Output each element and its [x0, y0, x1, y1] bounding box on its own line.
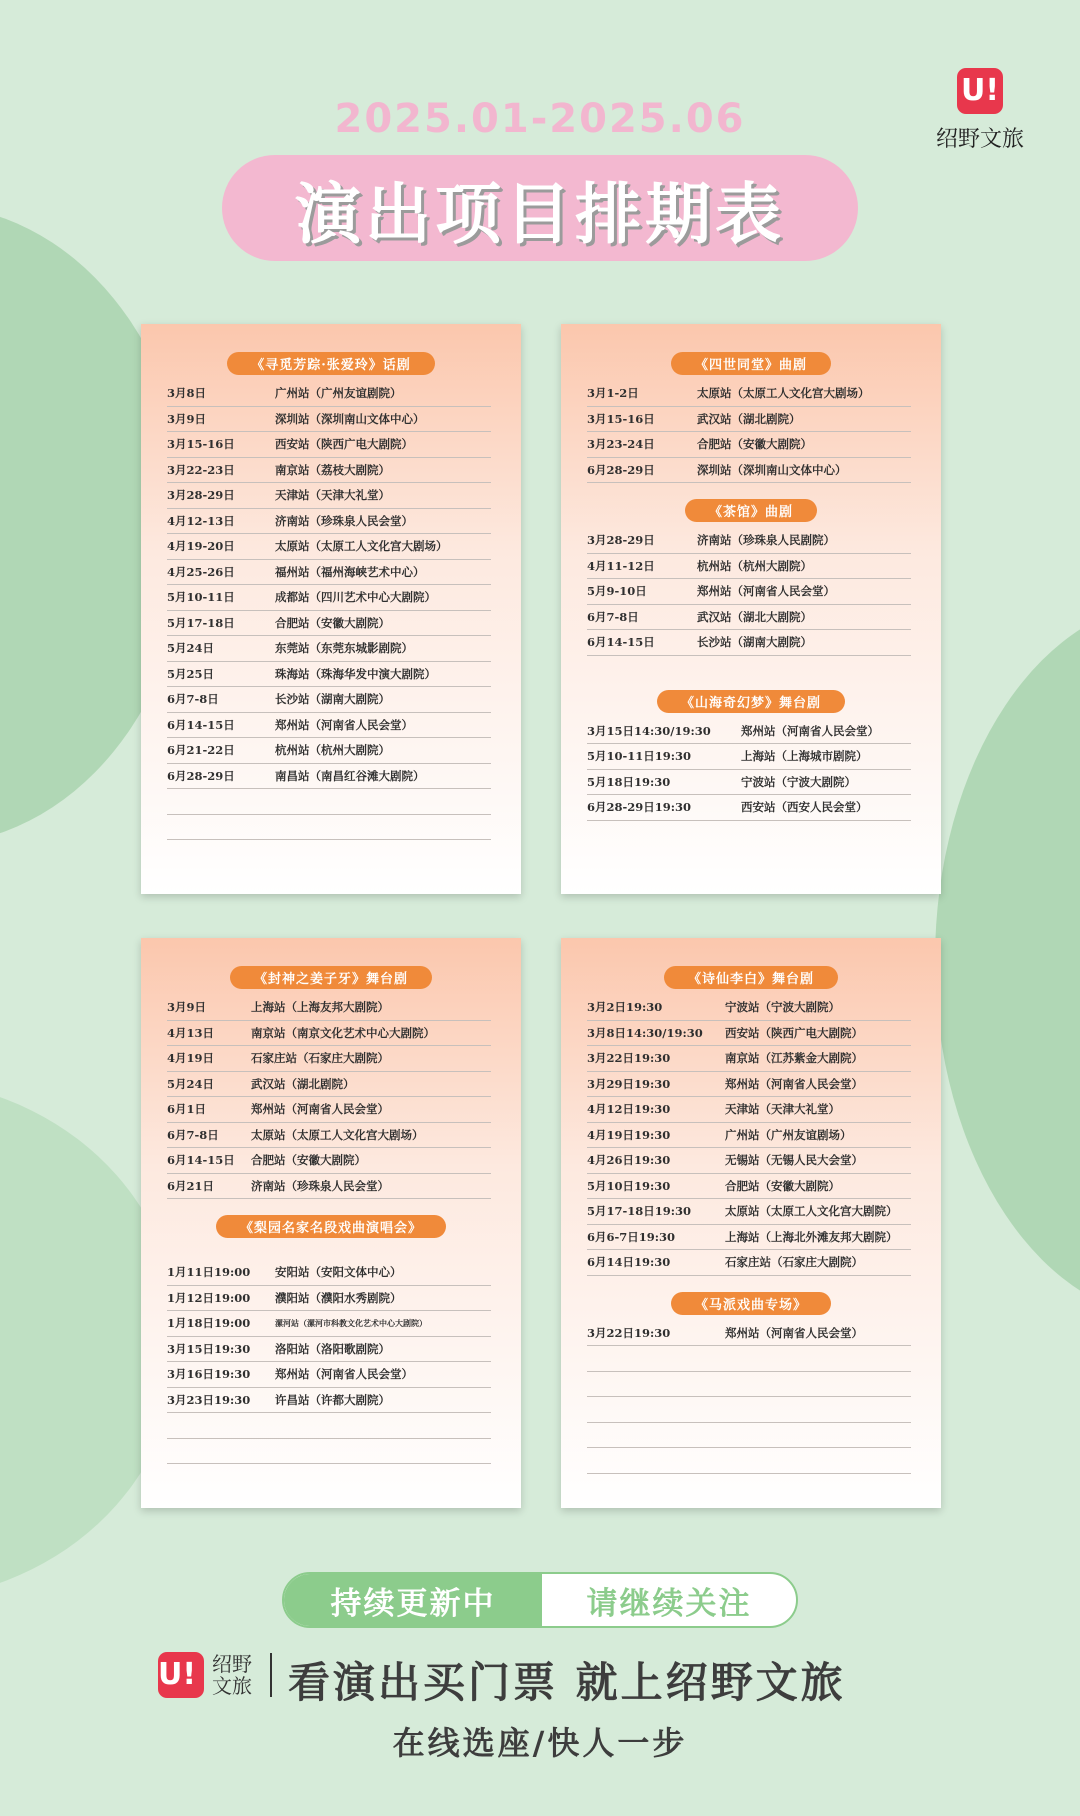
date: 5月10-11日19:30	[587, 749, 692, 764]
schedule-row	[167, 1286, 491, 1312]
spacer	[561, 656, 941, 690]
date: 6月28-29日	[587, 462, 655, 477]
venue: 上海站（上海北外滩友邦大剧院）	[725, 1229, 898, 1244]
brand-name: 绍野文旅	[935, 127, 1024, 152]
update-notice	[282, 1572, 798, 1628]
empty-line	[587, 1346, 911, 1372]
venue: 郑州站（河南省人民会堂）	[251, 1102, 389, 1117]
venue: 洛阳站（洛阳歌剧院）	[275, 1341, 390, 1356]
date: 6月28-29日19:30	[587, 800, 692, 815]
schedule-row	[587, 554, 911, 580]
date-range: 2025.01-2025.06	[334, 96, 746, 142]
schedule-row	[167, 1097, 491, 1123]
date: 6月14-15日	[167, 1153, 235, 1168]
venue: 成都站（四川艺术中心大剧院）	[275, 590, 436, 605]
venue: 漯河站（漯河市科教文化艺术中心大剧院）	[275, 1317, 427, 1328]
date: 3月9日	[167, 1000, 207, 1015]
date: 3月28-29日	[587, 533, 655, 548]
divider	[270, 1653, 272, 1697]
brand-logo-icon: U!	[158, 1652, 204, 1698]
empty-line	[167, 815, 491, 841]
venue: 合肥站（安徽大剧院）	[275, 615, 390, 630]
background-blob	[935, 600, 1080, 1320]
date: 4月12日19:30	[587, 1102, 671, 1117]
date: 6月6-7日19:30	[587, 1229, 676, 1244]
show-section	[561, 352, 941, 483]
venue: 南京站（南京文化艺术中心大剧院）	[251, 1025, 435, 1040]
venue: 深圳站（深圳南山文体中心）	[275, 411, 425, 426]
date: 6月14-15日	[167, 717, 235, 732]
schedule-row	[167, 1174, 491, 1200]
empty-line	[587, 1397, 911, 1423]
show-section	[141, 966, 521, 1199]
date: 5月24日	[167, 641, 215, 656]
venue: 石家庄站（石家庄大剧院）	[725, 1255, 863, 1270]
schedule-row	[587, 1199, 911, 1225]
schedule-row	[587, 432, 911, 458]
follow-prompt: 请继续关注	[586, 1585, 752, 1622]
schedule-row	[167, 1046, 491, 1072]
date: 3月23日19:30	[167, 1392, 251, 1407]
schedule-row	[587, 795, 911, 821]
date: 1月18日19:00	[167, 1316, 251, 1331]
date: 6月21日	[167, 1178, 215, 1193]
date: 5月18日19:30	[587, 774, 671, 789]
date: 5月17-18日19:30	[587, 1204, 692, 1219]
venue: 郑州站（河南省人民会堂）	[275, 717, 413, 732]
date: 6月7-8日	[587, 609, 639, 624]
page-title: 演出项目排期表	[295, 175, 785, 253]
schedule-row	[167, 764, 491, 790]
date: 3月2日19:30	[587, 1000, 663, 1015]
venue: 郑州站（河南省人民会堂）	[725, 1325, 863, 1340]
date: 3月16日19:30	[167, 1367, 251, 1382]
schedule-row	[587, 605, 911, 631]
spacer	[141, 1244, 521, 1260]
date: 3月22日19:30	[587, 1051, 671, 1066]
venue: 济南站（珍珠泉人民会堂）	[275, 513, 413, 528]
brand-name: 绍野文旅	[212, 1652, 252, 1698]
schedule-row	[167, 636, 491, 662]
show-title: 《四世同堂》曲剧	[671, 352, 831, 375]
venue: 安阳站（安阳文体中心）	[275, 1265, 402, 1280]
venue: 上海站（上海友邦大剧院）	[251, 1000, 389, 1015]
schedule-row	[587, 1123, 911, 1149]
date: 3月28-29日	[167, 488, 235, 503]
date: 3月9日	[167, 411, 207, 426]
schedule-row	[167, 483, 491, 509]
venue: 济南站（珍珠泉人民剧院）	[697, 533, 835, 548]
venue: 西安站（西安人民会堂）	[741, 800, 868, 815]
show-section	[561, 499, 941, 656]
show-section	[141, 352, 521, 840]
schedule-row	[167, 738, 491, 764]
date: 1月11日19:00	[167, 1265, 251, 1280]
venue: 济南站（珍珠泉人民会堂）	[251, 1178, 389, 1193]
show-section	[141, 1215, 521, 1464]
schedule-row	[167, 1388, 491, 1414]
schedule-row	[587, 1097, 911, 1123]
schedule-row	[587, 1046, 911, 1072]
schedule-row	[167, 662, 491, 688]
venue: 珠海站（珠海华发中演大剧院）	[275, 666, 436, 681]
schedule-row	[587, 630, 911, 656]
date: 3月15日14:30/19:30	[587, 723, 711, 738]
empty-line	[587, 1372, 911, 1398]
schedule-row	[167, 1260, 491, 1286]
date: 4月25-26日	[167, 564, 235, 579]
show-section	[561, 966, 941, 1276]
schedule-row	[167, 407, 491, 433]
venue: 许昌站（许都大剧院）	[275, 1392, 390, 1407]
schedule-row	[167, 687, 491, 713]
venue: 太原站（太原工人文化宫大剧场）	[275, 539, 448, 554]
schedule-row	[167, 458, 491, 484]
schedule-row	[167, 995, 491, 1021]
venue: 石家庄站（石家庄大剧院）	[251, 1051, 389, 1066]
date: 6月28-29日	[167, 768, 235, 783]
show-title: 《封神之姜子牙》舞台剧	[230, 966, 432, 989]
schedule-row	[587, 381, 911, 407]
venue: 长沙站（湖南大剧院）	[697, 635, 812, 650]
date: 3月1-2日	[587, 386, 639, 401]
empty-line	[167, 1439, 491, 1465]
venue: 太原站（太原工人文化宫大剧场）	[697, 386, 870, 401]
venue: 合肥站（安徽大剧院）	[251, 1153, 366, 1168]
venue: 濮阳站（濮阳水秀剧院）	[275, 1290, 402, 1305]
venue: 太原站（太原工人文化宫大剧院）	[725, 1204, 898, 1219]
schedule-row	[587, 1021, 911, 1047]
schedule-row	[167, 1311, 491, 1337]
date: 4月19日	[167, 1051, 215, 1066]
venue: 郑州站（河南省人民会堂）	[275, 1367, 413, 1382]
venue: 南昌站（南昌红谷滩大剧院）	[275, 768, 425, 783]
schedule-row	[587, 744, 911, 770]
venue: 上海站（上海城市剧院）	[741, 749, 868, 764]
date: 3月22-23日	[167, 462, 235, 477]
date: 3月15-16日	[587, 411, 655, 426]
date: 4月11-12日	[587, 558, 655, 573]
venue: 太原站（太原工人文化宫大剧场）	[251, 1127, 424, 1142]
venue: 福州站（福州海峡艺术中心）	[275, 564, 425, 579]
date: 3月8日	[167, 386, 207, 401]
date: 6月7-8日	[167, 692, 219, 707]
venue: 武汉站（湖北剧院）	[251, 1076, 355, 1091]
show-section	[561, 1292, 941, 1474]
venue: 合肥站（安徽大剧院）	[725, 1178, 840, 1193]
schedule-row	[587, 770, 911, 796]
venue: 南京站（江苏紫金大剧院）	[725, 1051, 863, 1066]
venue: 天津站（天津大礼堂）	[725, 1102, 840, 1117]
date: 4月13日	[167, 1025, 215, 1040]
empty-line	[167, 1413, 491, 1439]
schedule-row	[167, 1021, 491, 1047]
schedule-card-2	[561, 324, 941, 894]
slogan: 看演出买门票 就上绍野文旅	[288, 1658, 846, 1707]
venue: 宁波站（宁波大剧院）	[725, 1000, 840, 1015]
schedule-row	[167, 1148, 491, 1174]
date: 3月22日19:30	[587, 1325, 671, 1340]
schedule-card-3	[141, 938, 521, 1508]
date: 5月17-18日	[167, 615, 235, 630]
empty-line	[587, 1448, 911, 1474]
schedule-row	[167, 381, 491, 407]
schedule-row	[587, 579, 911, 605]
venue: 广州站（广州友谊剧院）	[275, 386, 402, 401]
schedule-row	[167, 585, 491, 611]
schedule-row	[167, 1123, 491, 1149]
date: 3月8日14:30/19:30	[587, 1025, 703, 1040]
schedule-row	[587, 1225, 911, 1251]
date: 4月26日19:30	[587, 1153, 671, 1168]
venue: 武汉站（湖北大剧院）	[697, 609, 812, 624]
date: 4月12-13日	[167, 513, 235, 528]
date: 6月1日	[167, 1102, 207, 1117]
venue: 南京站（荔枝大剧院）	[275, 462, 390, 477]
empty-line	[587, 1423, 911, 1449]
venue: 武汉站（湖北剧院）	[697, 411, 801, 426]
venue: 西安站（陕西广电大剧院）	[725, 1025, 863, 1040]
show-title: 《茶馆》曲剧	[685, 499, 817, 522]
schedule-row	[587, 1321, 911, 1347]
venue: 宁波站（宁波大剧院）	[741, 774, 856, 789]
date: 3月29日19:30	[587, 1076, 671, 1091]
venue: 郑州站（河南省人民会堂）	[741, 723, 879, 738]
schedule-row	[167, 534, 491, 560]
show-title: 《诗仙李白》舞台剧	[664, 966, 838, 989]
schedule-row	[167, 1337, 491, 1363]
spacer	[141, 1199, 521, 1215]
venue: 郑州站（河南省人民会堂）	[725, 1076, 863, 1091]
date: 3月23-24日	[587, 437, 655, 452]
schedule-row	[587, 1174, 911, 1200]
schedule-row	[587, 1148, 911, 1174]
date: 1月12日19:00	[167, 1290, 251, 1305]
schedule-row	[167, 1072, 491, 1098]
update-status: 持续更新中	[284, 1574, 542, 1626]
venue: 东莞站（东莞东城影剧院）	[275, 641, 413, 656]
schedule-row	[167, 509, 491, 535]
date: 6月7-8日	[167, 1127, 219, 1142]
date: 6月21-22日	[167, 743, 235, 758]
empty-line	[167, 789, 491, 815]
schedule-card-1	[141, 324, 521, 894]
date: 6月14-15日	[587, 635, 655, 650]
spacer	[561, 1276, 941, 1292]
schedule-row	[587, 458, 911, 484]
venue: 郑州站（河南省人民会堂）	[697, 584, 835, 599]
show-section	[561, 690, 941, 821]
date: 4月19日19:30	[587, 1127, 671, 1142]
schedule-row	[587, 1250, 911, 1276]
date: 5月24日	[167, 1076, 215, 1091]
schedule-row	[587, 995, 911, 1021]
date: 5月10-11日	[167, 590, 235, 605]
schedule-row	[587, 407, 911, 433]
date: 5月9-10日	[587, 584, 647, 599]
brand-logo-icon: U!	[957, 68, 1003, 114]
title-banner	[222, 155, 858, 261]
date: 6月14日19:30	[587, 1255, 671, 1270]
venue: 杭州站（杭州大剧院）	[275, 743, 390, 758]
date: 5月25日	[167, 666, 215, 681]
schedule-row	[167, 560, 491, 586]
sub-slogan: 在线选座/快人一步	[392, 1724, 688, 1762]
schedule-card-4	[561, 938, 941, 1508]
schedule-row	[167, 713, 491, 739]
venue: 无锡站（无锡人民大会堂）	[725, 1153, 863, 1168]
show-title: 《马派戏曲专场》	[671, 1292, 831, 1315]
show-title: 《寻觅芳踪·张爱玲》话剧	[227, 352, 435, 375]
schedule-row	[587, 719, 911, 745]
show-title: 《山海奇幻梦》舞台剧	[657, 690, 845, 713]
schedule-row	[587, 1072, 911, 1098]
show-title: 《梨园名家名段戏曲演唱会》	[216, 1215, 446, 1238]
venue: 杭州站（杭州大剧院）	[697, 558, 812, 573]
footer-brand	[158, 1652, 272, 1698]
date: 3月15-16日	[167, 437, 235, 452]
schedule-row	[167, 1362, 491, 1388]
date: 4月19-20日	[167, 539, 235, 554]
spacer	[561, 483, 941, 499]
venue: 合肥站（安徽大剧院）	[697, 437, 812, 452]
date: 3月15日19:30	[167, 1341, 251, 1356]
schedule-row	[587, 528, 911, 554]
venue: 深圳站（深圳南山文体中心）	[697, 462, 847, 477]
venue: 长沙站（湖南大剧院）	[275, 692, 390, 707]
venue: 广州站（广州友谊剧场）	[725, 1127, 852, 1142]
venue: 天津站（天津大礼堂）	[275, 488, 390, 503]
venue: 西安站（陕西广电大剧院）	[275, 437, 413, 452]
schedule-row	[167, 432, 491, 458]
schedule-row	[167, 611, 491, 637]
date: 5月10日19:30	[587, 1178, 671, 1193]
